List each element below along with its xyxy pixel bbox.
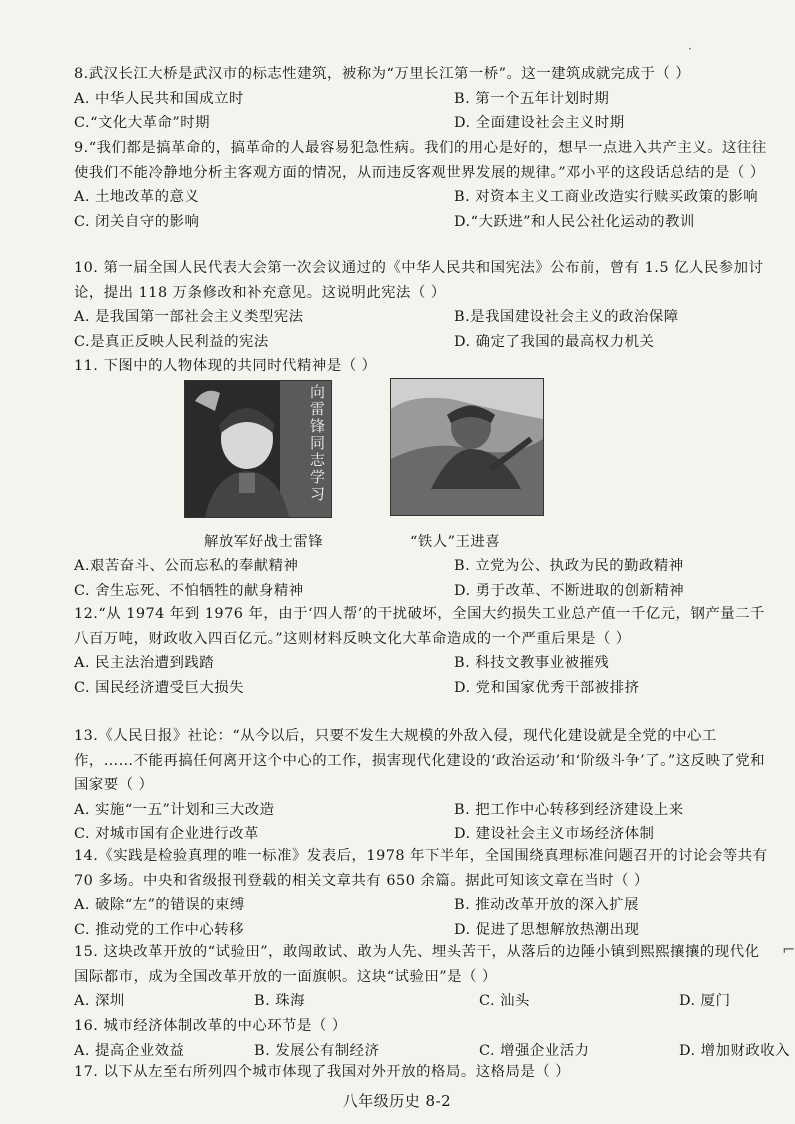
option-b: B. 第一个五年计划时期 — [454, 90, 610, 107]
option-c: C. 推动党的工作中心转移 — [74, 921, 245, 938]
option-d: D. 厦门 — [679, 993, 731, 1009]
question-13 — [74, 724, 774, 847]
question-stem: 8.武汉长江大桥是武汉市的标志性建筑，被称为“万里长江第一桥”。这一建筑成就完成于（ ） — [74, 66, 691, 82]
question-stem: 14.《实践是检验真理的唯一标准》发表后，1978 年下半年，全国围绕真理标准问题召开的讨论会等共有 70 多场。中央和省级报刊登载的相关文章共有 650 余篇。据此可知该文章在当时（ ） — [74, 848, 768, 889]
question-stem: 17. 以下从左至右所列四个城市体现了我国对外开放的格局。这格局是（ ） — [74, 1064, 571, 1080]
option-a: A. 深圳 — [74, 993, 125, 1009]
wang-jinxi-caption: “铁人”王进喜 — [410, 534, 501, 550]
option-a: A. 实施“一五”计划和三大改造 — [74, 801, 275, 818]
option-b: B. 把工作中心转移到经济建设上来 — [454, 801, 684, 818]
question-stem: 13.《人民日报》社论：“从今以后，只要不发生大规模的外敌入侵，现代化建设就是全党的中心工作，……不能再搞任何离开这个中心的工作，损害现代化建设的‘政治运动’和‘阶级斗争’了。”这反映了党和国家要（ ） — [74, 728, 766, 793]
option-a: A. 提高企业效益 — [74, 1042, 185, 1059]
option-b: B. 珠海 — [254, 993, 306, 1009]
scan-dot-mark: · — [688, 42, 692, 56]
question-stem: 16. 城市经济体制改革的中心环节是（ ） — [74, 1018, 347, 1034]
question-stem: 10. 第一届全国人民代表大会第一次会议通过的《中华人民共和国宪法》公布前，曾有 1.5 亿人民参加讨论，提出 118 万条修改和补充意见。这说明此宪法（ ） — [74, 260, 764, 301]
option-b: B. 对资本主义工商业改造实行赎买政策的影响 — [454, 189, 759, 205]
question-9 — [74, 136, 774, 234]
option-d: D. 建设社会主义市场经济体制 — [454, 826, 655, 842]
option-d: D. 勇于改革、不断进取的创新精神 — [454, 582, 685, 599]
question-11 — [74, 354, 774, 379]
question-stem: 9.“我们都是搞革命的，搞革命的人最容易犯急性病。我们的用心是好的，想早一点进入共产主义。这往往使我们不能冷静地分析主客观方面的情况，从而违反客观世界发展的规律。”邓小平的这段话总结的是（ ） — [74, 140, 767, 181]
question-15 — [74, 940, 774, 1014]
option-a: A. 土地改革的意义 — [74, 189, 200, 205]
lei-feng-inscription: 向雷锋同志学习 — [308, 384, 326, 503]
option-b: B.是我国建设社会主义的政治保障 — [454, 309, 679, 325]
option-d: D. 确定了我国的最高权力机关 — [454, 333, 655, 350]
question-8 — [74, 62, 774, 136]
option-d: D. 全面建设社会主义时期 — [454, 115, 625, 131]
option-b: B. 科技文教事业被摧残 — [454, 655, 610, 671]
question-stem: 15. 这块改革开放的“试验田”，敢闯敢试、敢为人先、埋头苦干，从落后的边陲小镇到熙熙攘攘的现代化国际都市，成为全国改革开放的一面旗帜。这块“试验田”是（ ） — [74, 944, 760, 985]
option-b: B. 发展公有制经济 — [254, 1042, 380, 1059]
option-a: A. 民主法治遭到践踏 — [74, 655, 215, 671]
option-c: C. 闭关自守的影响 — [74, 213, 200, 230]
scan-edge-mark: ⌐ — [782, 940, 795, 959]
option-c: C. 国民经济遭受巨大损失 — [74, 679, 245, 696]
option-d: D. 促进了思想解放热潮出现 — [454, 921, 640, 938]
option-a: A. 破除“左”的错误的束缚 — [74, 897, 245, 913]
question-16 — [74, 1014, 791, 1063]
wang-jinxi-photo — [390, 378, 544, 516]
option-c: C. 对城市国有企业进行改革 — [74, 826, 259, 842]
question-11-options — [74, 554, 774, 603]
question-12 — [74, 602, 774, 700]
option-c: C. 舍生忘死、不怕牺牲的献身精神 — [74, 582, 304, 599]
option-a: A. 中华人民共和国成立时 — [74, 90, 244, 107]
option-b: B. 推动改革开放的深入扩展 — [454, 897, 640, 913]
option-a: A. 是我国第一部社会主义类型宪法 — [74, 309, 304, 325]
option-c: C.“文化大革命”时期 — [74, 115, 211, 131]
option-d: D. 党和国家优秀干部被排挤 — [454, 679, 640, 696]
question-stem: 12.“从 1974 年到 1976 年，由于‘四人帮’的干扰破坏，全国大约损失工业总产值一千亿元，钢产量二千八百万吨，财政收入四百亿元。”这则材料反映文化大革命造成的一个严重后果是（ ） — [74, 606, 765, 647]
page-footer: 八年级历史 8-2 — [342, 1092, 452, 1110]
question-17 — [74, 1060, 774, 1085]
option-c: C. 增强企业活力 — [479, 1042, 590, 1059]
question-14 — [74, 844, 774, 942]
option-b: B. 立党为公、执政为民的勤政精神 — [454, 558, 684, 574]
option-a: A.艰苦奋斗、公而忘私的奉献精神 — [74, 558, 299, 574]
option-c: C.是真正反映人民利益的宪法 — [74, 333, 269, 350]
lei-feng-caption: 解放军好战士雷锋 — [204, 534, 324, 550]
question-stem: 11. 下图中的人物体现的共同时代精神是（ ） — [74, 358, 377, 374]
question-10 — [74, 256, 774, 354]
option-d: D.“大跃进”和人民公社化运动的教训 — [454, 213, 695, 230]
option-c: C. 汕头 — [479, 993, 530, 1009]
option-d: D. 增加财政收入 — [679, 1042, 791, 1059]
